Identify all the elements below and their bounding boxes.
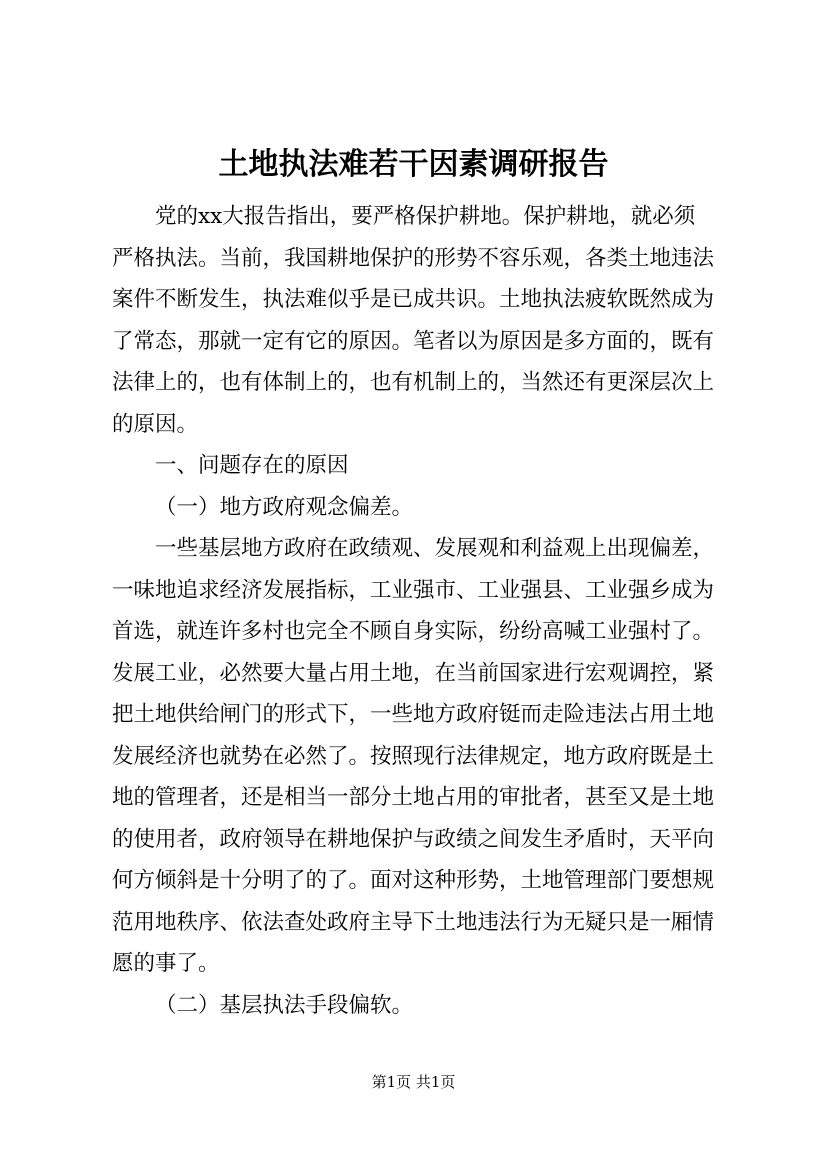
text-line: 愿的事了。 — [112, 951, 220, 976]
document-title: 土地执法难若干因素调研报告 — [218, 147, 609, 182]
text-line: 党的xx大报告指出，要严格保护耕地。保护耕地，就必须 — [155, 204, 696, 229]
document-body — [112, 196, 732, 1026]
text-line: 法律上的，也有体制上的，也有机制上的，当然还有更深层次上 — [112, 370, 715, 395]
text-line: 把土地供给闸门的形式下，一些地方政府铤而走险违法占用土地 — [112, 702, 715, 727]
subsection-heading: （二）基层执法手段偏软。 — [155, 992, 414, 1018]
text-line: 一味地追求经济发展指标，工业强市、工业强县、工业强乡成为 — [112, 577, 715, 603]
text-line: 的原因。 — [112, 411, 199, 437]
section-heading: 一、问题存在的原因 — [155, 453, 349, 478]
text-line: 了常态，那就一定有它的原因。笔者以为原因是多方面的，既有 — [112, 328, 715, 354]
text-line: 的使用者，政府领导在耕地保护与政绩之间发生矛盾时，天平向 — [112, 826, 715, 852]
text-line: 地的管理者，还是相当一部分土地占用的审批者，甚至又是土地 — [112, 785, 715, 810]
text-line: 严格执法。当前，我国耕地保护的形势不容乐观，各类土地违法 — [112, 245, 715, 271]
text-line: 一些基层地方政府在政绩观、发展观和利益观上出现偏差， — [155, 536, 715, 561]
text-line: 何方倾斜是十分明了的了。面对这种形势，土地管理部门要想规 — [112, 868, 715, 893]
subsection-heading: （一）地方政府观念偏差。 — [155, 494, 414, 520]
page-footer: 第1页 共1页 — [371, 1073, 456, 1091]
text-line: 案件不断发生，执法难似乎是已成共识。土地执法疲软既然成为 — [112, 287, 715, 312]
text-line: 范用地秩序、依法查处政府主导下土地违法行为无疑只是一厢情 — [112, 909, 715, 935]
text-line: 发展工业，必然要大量占用土地，在当前国家进行宏观调控，紧 — [112, 660, 715, 686]
text-line: 首选，就连许多村也完全不顾自身实际，纷纷高喊工业强村了。 — [112, 619, 715, 644]
text-line: 发展经济也就势在必然了。按照现行法律规定，地方政府既是土 — [112, 743, 715, 769]
